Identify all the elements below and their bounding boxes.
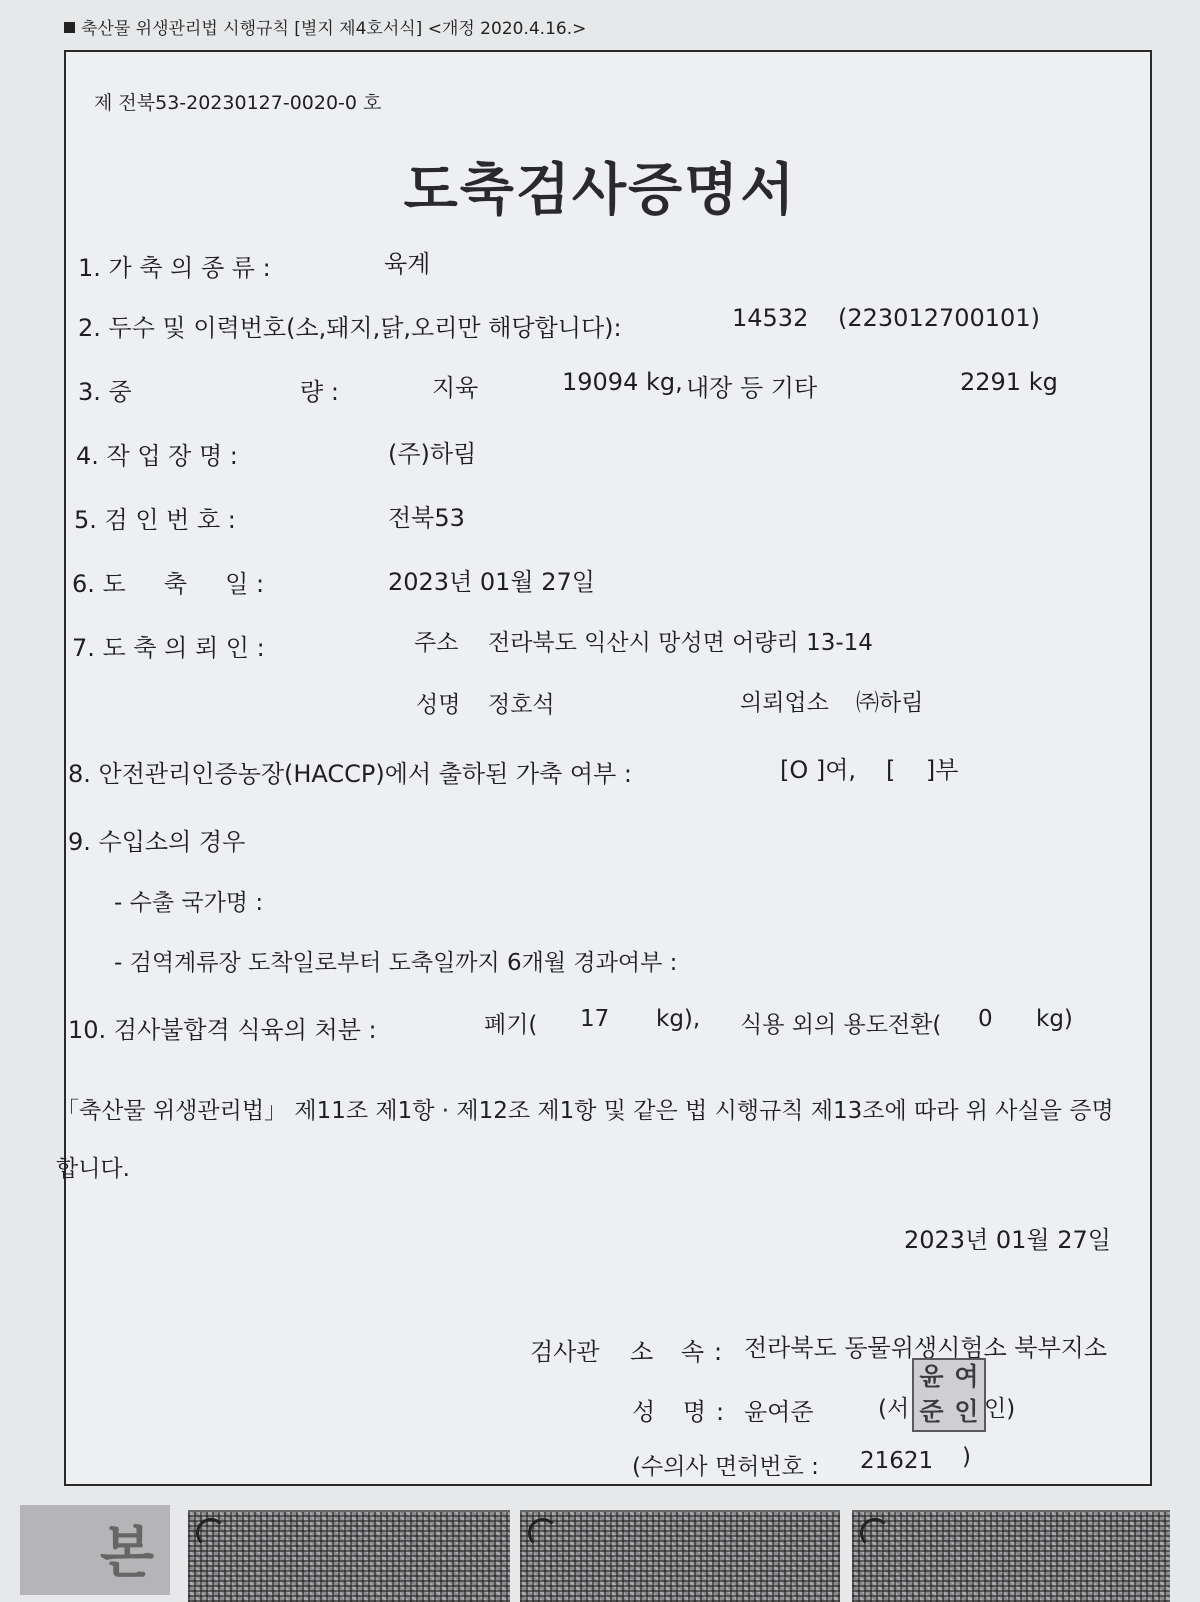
fingerprint-icon — [860, 1518, 890, 1548]
square-bullet-icon — [64, 22, 75, 33]
item-5-value: 전북53 — [388, 504, 465, 532]
item-6-value: 2023년 01월 27일 — [388, 568, 595, 596]
item-7-address-label: 주소 — [414, 630, 459, 656]
issue-date: 2023년 01월 27일 — [904, 1226, 1111, 1254]
document-title: 도축검사증명서 — [403, 158, 797, 223]
item-10-conversion-qty: 0 — [978, 1006, 993, 1032]
item-3-meat-label: 지육 — [432, 374, 479, 402]
item-7-name-value: 정호석 — [488, 692, 555, 718]
form-reference-note: 축산물 위생관리법 시행규칙 [별지 제4호서식] <개정 2020.4.16.> — [64, 14, 586, 39]
security-pattern-2 — [520, 1510, 840, 1602]
item-9-quarantine-period: - 검역계류장 도착일로부터 도축일까지 6개월 경과여부 : — [114, 950, 678, 976]
inspector-name-label: 성 명: — [632, 1398, 735, 1426]
item-2-trace-number: (223012700101) — [838, 304, 1040, 332]
inspector-affiliation-label: 소 속: — [630, 1338, 733, 1366]
signature-open: (서 — [878, 1396, 910, 1422]
item-6-label: 6. 도 축 일 : — [72, 570, 265, 598]
item-3-label: 3. 중 — [78, 378, 132, 406]
official-seal-stamp — [912, 1358, 986, 1432]
item-10-label: 10. 검사불합격 식육의 처분 : — [68, 1016, 377, 1044]
item-1-value: 육계 — [384, 250, 431, 278]
item-3-other-value: 2291 kg — [960, 368, 1058, 396]
item-2-count: 14532 — [732, 304, 809, 332]
copy-watermark: 본 — [20, 1505, 170, 1595]
item-7-label: 7. 도 축 의 뢰 인 : — [72, 634, 265, 662]
item-7-address-value: 전라북도 익산시 망성면 어량리 13-14 — [488, 630, 873, 656]
item-1-label: 1. 가 축 의 종 류 : — [78, 254, 271, 282]
signature-close: 인) — [984, 1396, 1016, 1422]
item-3-meat-value: 19094 kg, — [562, 368, 683, 396]
license-close: ) — [962, 1444, 971, 1470]
legal-statement-line-2: 합니다. — [56, 1156, 130, 1182]
license-label: (수의사 면허번호 : — [632, 1454, 819, 1480]
item-7-business-label: 의뢰업소 — [740, 690, 829, 716]
item-7-business-value: ㈜하림 — [856, 690, 924, 716]
item-8-no-box: [ ]부 — [886, 756, 959, 784]
certificate-number: 제 전북53-20230127-0020-0 호 — [94, 92, 382, 114]
security-pattern-1 — [188, 1510, 510, 1602]
seal-char: 준 — [919, 1397, 944, 1426]
item-5-label: 5. 검 인 번 호 : — [74, 506, 236, 534]
item-10-discard-unit: kg), — [656, 1006, 701, 1032]
legal-statement-line-1: 「축산물 위생관리법」 제11조 제1항 · 제12조 제1항 및 같은 법 시행규칙 제13조에 따라 위 사실을 증명 — [56, 1098, 1114, 1124]
inspector-title: 검사관 — [530, 1338, 600, 1366]
item-8-label: 8. 안전관리인증농장(HACCP)에서 출하된 가축 여부 : — [68, 760, 633, 788]
inspector-name: 윤여준 — [744, 1398, 814, 1426]
item-10-discard-label: 폐기( — [484, 1012, 538, 1038]
fingerprint-icon — [528, 1518, 558, 1548]
item-2-label: 2. 두수 및 이력번호(소,돼지,닭,오리만 해당합니다): — [78, 314, 622, 342]
item-10-discard-qty: 17 — [580, 1006, 610, 1032]
seal-char: 인 — [954, 1397, 979, 1426]
item-8-yes-box: [O ]여, — [780, 756, 857, 784]
item-4-value: (주)하림 — [388, 440, 477, 468]
security-pattern-3 — [852, 1510, 1170, 1602]
item-7-name-label: 성명 — [416, 692, 461, 718]
item-10-conversion-unit: kg) — [1036, 1006, 1073, 1032]
seal-char: 여 — [954, 1362, 979, 1391]
item-10-conversion-label: 식용 외의 용도전환( — [740, 1012, 942, 1038]
item-4-label: 4. 작 업 장 명 : — [76, 442, 238, 470]
item-9-export-country: - 수출 국가명 : — [114, 890, 264, 916]
inspector-affiliation: 전라북도 동물위생시험소 북부지소 — [744, 1334, 1108, 1362]
license-number: 21621 — [860, 1448, 934, 1474]
item-3-label-end: 량 : — [300, 378, 339, 406]
item-3-other-label: 내장 등 기타 — [686, 374, 818, 402]
fingerprint-icon — [196, 1518, 226, 1548]
item-9-label: 9. 수입소의 경우 — [68, 828, 246, 856]
seal-char: 윤 — [919, 1362, 944, 1391]
